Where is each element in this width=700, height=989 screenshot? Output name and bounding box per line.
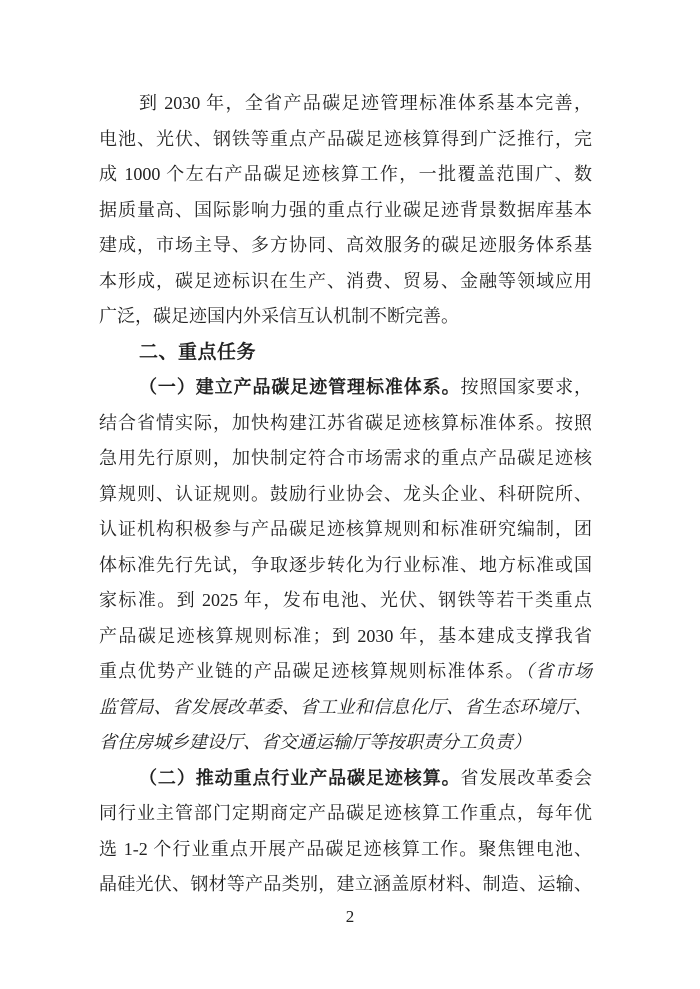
text-segment: 选 1-2 个行业重点开展产品碳足迹核算工作。聚焦锂电池、 xyxy=(99,838,592,859)
text-line xyxy=(99,512,592,548)
text-segment: 产品碳足迹核算规则标准；到 2030 年，基本建成支撑我省 xyxy=(99,625,592,646)
text-line xyxy=(99,690,592,726)
text-segment: （二）推动重点行业产品碳足迹核算。 xyxy=(139,767,461,788)
text-line xyxy=(99,619,592,655)
text-line xyxy=(99,370,592,406)
text-segment: （一）建立产品碳足迹管理标准体系。 xyxy=(139,377,461,397)
text-segment: 按照国家要求， xyxy=(460,377,593,397)
text-line xyxy=(99,654,592,690)
text-line xyxy=(99,406,592,442)
text-segment: 算规则、认证规则。鼓励行业协会、龙头企业、科研院所、 xyxy=(99,483,592,504)
text-segment: 广泛，碳足迹国内外采信互认机制不断完善。 xyxy=(99,306,459,326)
text-segment: 省发展改革委会 xyxy=(460,767,593,788)
text-line xyxy=(99,193,592,229)
text-segment: 同行业主管部门定期商定产品碳足迹核算工作重点，每年优 xyxy=(99,803,592,823)
text-line xyxy=(99,583,592,619)
text-line xyxy=(99,796,592,832)
text-segment: 电池、光伏、钢铁等重点产品碳足迹核算得到广泛推行，完 xyxy=(99,128,592,149)
text-line xyxy=(99,867,592,903)
text-line xyxy=(99,441,592,477)
text-line xyxy=(99,228,592,264)
text-line xyxy=(99,157,592,193)
text-segment: 结合省情实际，加快构建江苏省碳足迹核算标准体系。按照 xyxy=(99,412,592,433)
document-body xyxy=(99,86,592,903)
text-line xyxy=(99,477,592,513)
text-line xyxy=(99,335,592,371)
responsible-departments-text: 省住房城乡建设厅、省交通运输厅等按职责分工负责） xyxy=(99,732,531,752)
text-segment: 急用先行原则，加快制定符合市场需求的重点产品碳足迹核 xyxy=(99,448,592,468)
text-line xyxy=(99,299,592,335)
text-segment: 建成，市场主导、多方协同、高效服务的碳足迹服务体系基 xyxy=(99,235,592,255)
text-line xyxy=(99,86,592,122)
text-segment: 本形成，碳足迹标识在生产、消费、贸易、金融等领域应用 xyxy=(99,270,592,291)
text-segment: 认证机构积极参与产品碳足迹核算规则和标准研究编制，团 xyxy=(99,519,592,539)
text-segment: 重点优势产业链的产品碳足迹核算规则标准体系。 xyxy=(99,661,525,681)
text-segment: 到 2030 年，全省产品碳足迹管理标准体系基本完善， xyxy=(139,93,592,113)
page-number: 2 xyxy=(345,907,355,926)
text-line xyxy=(99,548,592,584)
text-segment: 成 1000 个左右产品碳足迹核算工作，一批覆盖范围广、数 xyxy=(99,164,592,184)
responsible-departments-text: （省市场 xyxy=(524,661,593,681)
text-line xyxy=(99,725,592,761)
responsible-departments-text: 监管局、省发展改革委、省工业和信息化厅、省生态环境厅、 xyxy=(99,696,592,717)
text-segment: 体标准先行先试，争取逐步转化为行业标准、地方标准或国 xyxy=(99,554,592,575)
text-line xyxy=(99,761,592,797)
text-line xyxy=(99,832,592,868)
text-line xyxy=(99,122,592,158)
text-segment: 晶硅光伏、钢材等产品类别，建立涵盖原材料、制造、运输、 xyxy=(99,874,592,894)
text-segment: 家标准。到 2025 年，发布电池、光伏、钢铁等若干类重点 xyxy=(99,590,592,610)
text-line xyxy=(99,264,592,300)
text-segment: 据质量高、国际影响力强的重点行业碳足迹背景数据库基本 xyxy=(99,199,592,220)
text-segment: 二、重点任务 xyxy=(139,341,257,363)
